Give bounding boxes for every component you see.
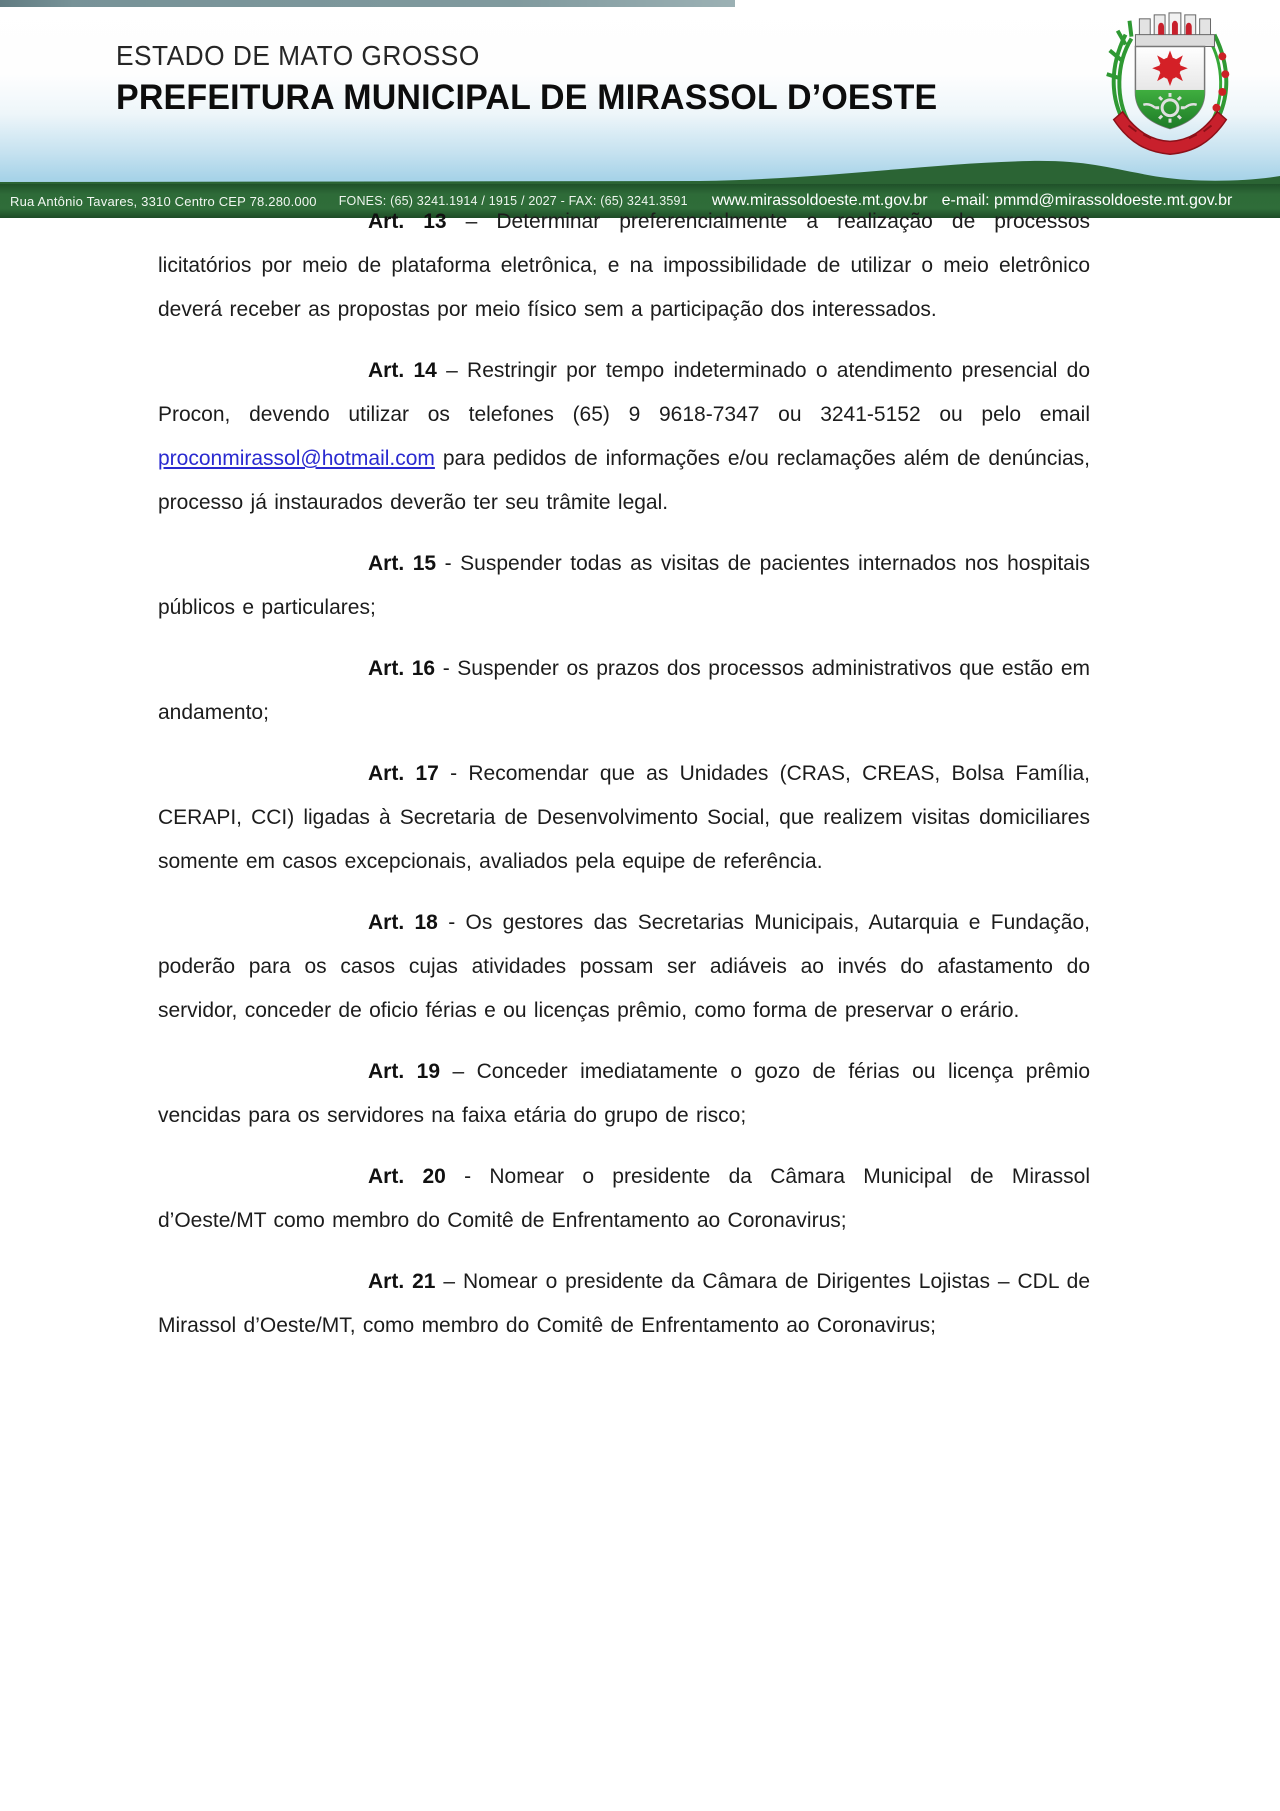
article-13-label: Art. 13 [368,210,447,233]
article-19-label: Art. 19 [368,1060,440,1083]
scan-artifact-strip [0,0,735,7]
article-18: Art. 18 - Os gestores das Secretarias Municipais, Autarquia e Fundação, poderão para os casos cujas atividades possam ser adiáveis ao invés do afastamento do servidor, conceder de oficio férias e ou licenças prêmio, como forma de preservar o erário. [158,911,1090,1022]
mural-crown-icon [1135,13,1214,47]
article-16-label: Art. 16 [368,657,436,680]
municipality-title: PREFEITURA MUNICIPAL DE MIRASSOL D’OESTE [116,78,938,117]
article-19: Art. 19 – Conceder imediatamente o gozo de férias ou licença prêmio vencidas para os servidores na faixa etária do grupo de risco; [158,1060,1090,1127]
article-17-label: Art. 17 [368,762,439,785]
procon-email-link[interactable]: proconmirassol@hotmail.com [158,447,435,470]
phone-fax-numbers: FONES: (65) 3241.1914 / 1915 / 2027 - FAX: (65) 3241.3591 [338,194,688,208]
article-21: Art. 21 – Nomear o presidente da Câmara de Dirigentes Lojistas – CDL de Mirassol d’Oeste/MT, como membro do Comitê de Enfrentamento ao Coronavirus; [158,1270,1090,1337]
state-name: ESTADO DE MATO GROSSO [116,40,480,71]
letterhead [0,0,1280,218]
document-body [158,200,1090,1365]
article-13: Art. 13 – Determinar preferencialmente a realização de processos licitatórios por meio de plataforma eletrônica, e na impossibilidade de utilizar o meio eletrônico deverá receber as propostas por meio físico sem a participação dos interessados. [158,210,1090,321]
website-url: www.mirassoldoeste.mt.gov.br [711,192,928,209]
header-email: e-mail: pmmd@mirassoldoeste.mt.gov.br [941,192,1233,209]
article-14-label: Art. 14 [368,359,437,382]
article-14: Art. 14 – Restringir por tempo indeterminado o atendimento presencial do Procon, devendo utilizar os telefones (65) 9 9618-7347 ou 3241-5152 ou pelo email proconmirassol@hotmail.com para pedidos de informações e/ou reclamações além de denúncias, processo já instaurados deverão ter seu trâmite legal. [158,359,1091,514]
article-15: Art. 15 - Suspender todas as visitas de pacientes internados nos hospitais públicos e particulares; [158,552,1091,619]
street-address: Rua Antônio Tavares, 3310 Centro CEP 78.280.000 [10,193,317,209]
article-20-label: Art. 20 [368,1165,446,1188]
article-18-label: Art. 18 [368,911,438,934]
article-21-label: Art. 21 [368,1270,436,1293]
red-sun-icon [1152,50,1188,86]
article-17: Art. 17 - Recomendar que as Unidades (CRAS, CREAS, Bolsa Família, CERAPI, CCI) ligadas à Secretaria de Desenvolvimento Social, que realizem visitas domiciliares somente em casos excepcionais, avaliados pela equipe de referência. [158,762,1091,873]
municipal-coat-of-arms-logo [1086,4,1254,172]
article-20: Art. 20 - Nomear o presidente da Câmara Municipal de Mirassol d’Oeste/MT como membro do Comitê de Enfrentamento ao Coronavirus; [158,1165,1091,1232]
article-15-label: Art. 15 [368,552,437,575]
shield-icon [1135,46,1204,129]
article-16: Art. 16 - Suspender os prazos dos processos administrativos que estão em andamento; [158,657,1091,724]
